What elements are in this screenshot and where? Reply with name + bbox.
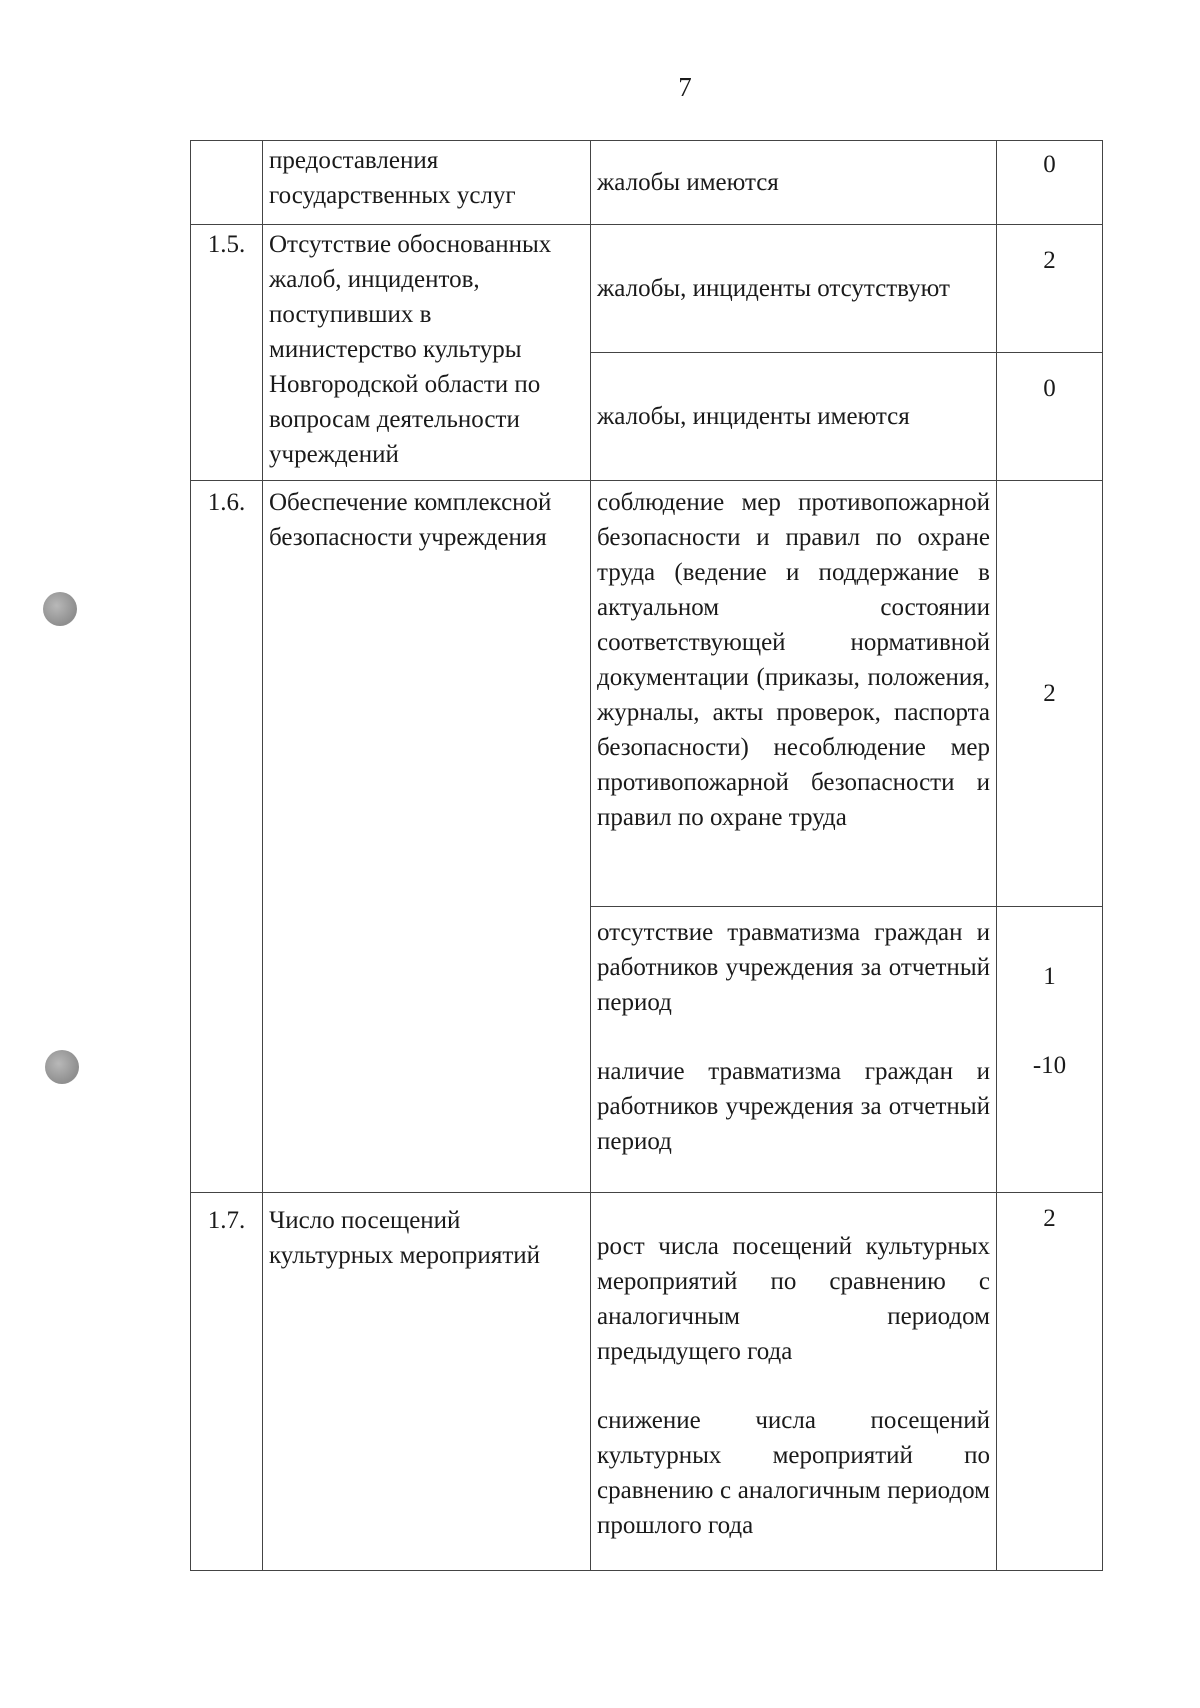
condition-text: соблюдение мер противопожарной безопасности и правил по охране труда (ведение и поддержание в актуальном состоянии соответствующей нормативной документации (приказы, положения, журналы, акты проверок, паспорта безопасности) несоблюдение мер противопожарной безопасности и правил по охране труда xyxy=(591,481,997,907)
score-value: 2 xyxy=(997,225,1103,353)
condition-text: жалобы, инциденты имеются xyxy=(591,353,997,481)
punch-hole xyxy=(45,1050,79,1084)
condition-text: наличие травматизма граждан и работников учреждения за отчетный период xyxy=(597,1058,990,1155)
criteria-table xyxy=(190,140,1103,1571)
row-number xyxy=(191,141,263,225)
page-number: 7 xyxy=(678,72,692,102)
condition-text: рост числа посещений культурных мероприятий по сравнению с аналогичным периодом предыдущего года xyxy=(597,1233,990,1365)
score-value: 0 xyxy=(997,353,1103,481)
score-value: 2 xyxy=(997,1193,1103,1571)
condition-cell xyxy=(591,1193,997,1571)
score-value: -10 xyxy=(1032,1052,1067,1079)
condition-text: снижение числа посещений культурных мероприятий по сравнению с аналогичным периодом прошлого года xyxy=(597,1407,990,1539)
row-number: 1.5. xyxy=(191,225,263,481)
row-number: 1.6. xyxy=(191,481,263,1193)
score-value: 1 xyxy=(1043,963,1056,990)
table-row xyxy=(191,1193,1103,1571)
criterion-name: Отсутствие обоснованных жалоб, инцидентов, поступивших в министерство культуры Новгородской области по вопросам деятельности учреждений xyxy=(263,225,591,481)
score-cell xyxy=(997,907,1103,1193)
punch-hole xyxy=(43,592,77,626)
condition-cell xyxy=(591,907,997,1193)
table-row xyxy=(191,225,1103,353)
table-row xyxy=(191,141,1103,225)
score-value: 2 xyxy=(997,481,1103,907)
criterion-name: Число посещений культурных мероприятий xyxy=(263,1193,591,1571)
table-row xyxy=(191,481,1103,907)
condition-text: жалобы имеются xyxy=(591,141,997,225)
criterion-name: Обеспечение комплексной безопасности учреждения xyxy=(263,481,591,1193)
criterion-name: предоставления государственных услуг xyxy=(263,141,591,225)
condition-text: отсутствие травматизма граждан и работников учреждения за отчетный период xyxy=(597,919,990,1016)
score-value: 0 xyxy=(997,141,1103,225)
condition-text: жалобы, инциденты отсутствуют xyxy=(591,225,997,353)
row-number: 1.7. xyxy=(191,1193,263,1571)
